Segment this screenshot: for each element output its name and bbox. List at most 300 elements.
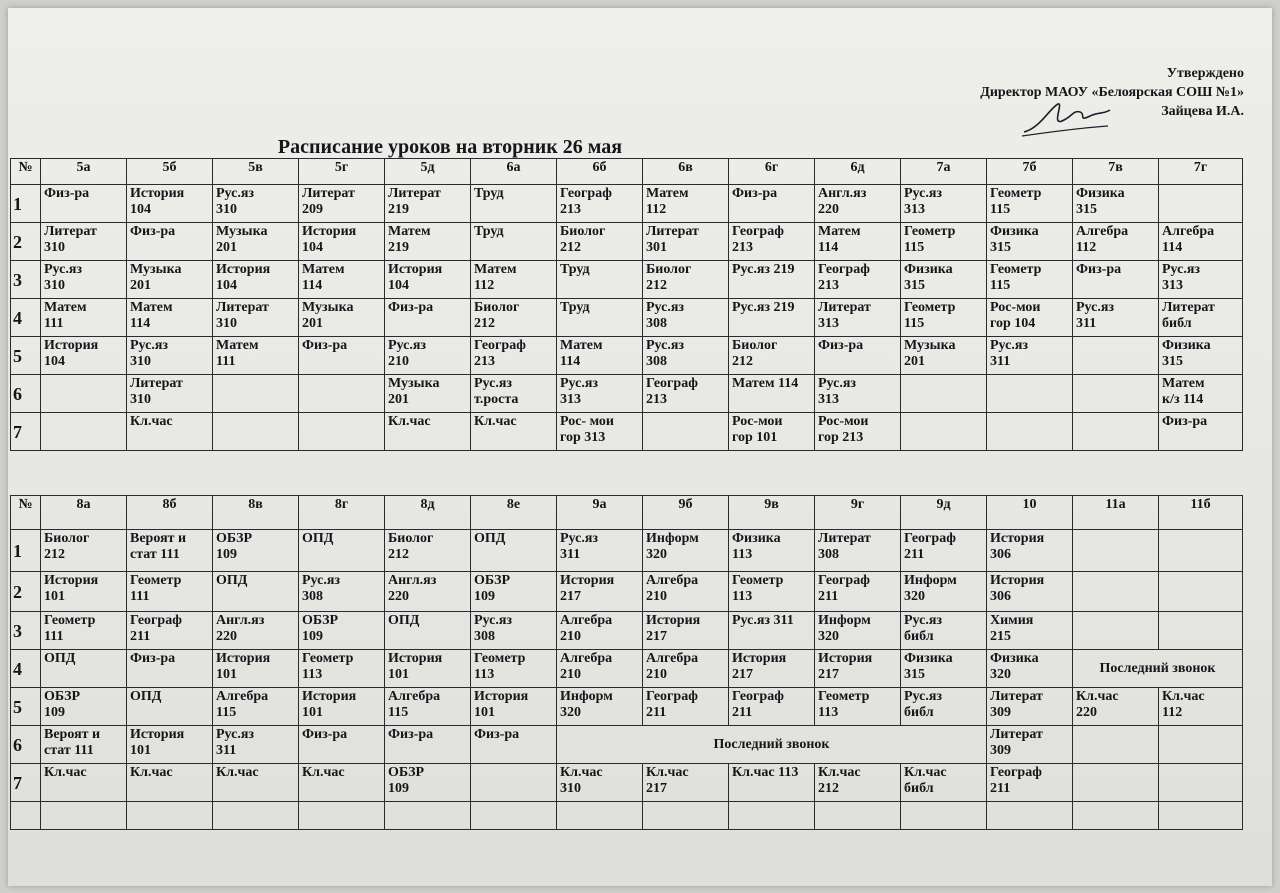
lesson-text: История 217 [818,651,873,682]
lesson-cell [987,337,1073,375]
lesson-number [11,299,41,337]
lesson-text: ОБЗР 109 [44,689,81,720]
lesson-text: История 101 [388,651,443,682]
lesson-cell [471,185,557,223]
lesson-cell [729,261,815,299]
lesson-cell [901,612,987,650]
lesson-cell [299,223,385,261]
lesson-text: Геометр 115 [990,186,1042,217]
lesson-cell [815,375,901,413]
lesson-text: История 104 [130,186,185,217]
lesson-text: Физ-ра [388,300,434,315]
lesson-cell [127,612,213,650]
lesson-cell [299,802,385,830]
header-class: 5в [213,159,299,185]
lesson-text: Литерат 209 [302,186,355,217]
header-class: 6б [557,159,643,185]
lesson-cell [557,802,643,830]
lesson-text: История 104 [216,262,271,293]
lesson-text: Алгебра 112 [1076,224,1129,255]
lesson-cell [385,337,471,375]
lesson-text: Алгебра 115 [388,689,441,720]
lesson-text: Рус.яз 311 [560,531,599,562]
lesson-text: Географ 211 [732,689,784,720]
lesson-cell [471,802,557,830]
lesson-cell [643,530,729,572]
lesson-text: Биолог 212 [732,338,778,369]
lesson-cell [471,337,557,375]
lesson-text: Литерат 219 [388,186,441,217]
lesson-cell [213,299,299,337]
lesson-text: Геометр 115 [990,262,1042,293]
lesson-text: Кл.час [388,414,431,429]
lesson-text: Англ.яз 220 [388,573,437,604]
lesson-text: История 104 [302,224,357,255]
lesson-cell [213,802,299,830]
lesson-text: Рус.яз 311 [1076,300,1115,331]
lesson-text: Информ 320 [560,689,613,720]
lesson-cell [127,223,213,261]
lesson-cell [643,223,729,261]
header-class: 6а [471,159,557,185]
lesson-cell [127,299,213,337]
lesson-cell [41,688,127,726]
schedule-sheet [8,8,1272,886]
lesson-text: Матем 219 [388,224,431,255]
lesson-cell [729,375,815,413]
lesson-number [11,337,41,375]
lesson-text: Географ 213 [818,262,870,293]
lesson-cell [1159,802,1243,830]
lesson-cell [299,261,385,299]
lesson-cell [729,764,815,802]
lesson-cell [1159,223,1243,261]
lesson-number-text: 2 [13,231,22,252]
lesson-cell [729,802,815,830]
lesson-number [11,802,41,830]
lesson-text: ОБЗР 109 [216,531,253,562]
lesson-cell [987,726,1073,764]
lesson-text: Труд [474,224,504,239]
lesson-text: Химия 215 [990,613,1034,644]
lesson-cell [299,299,385,337]
lesson-cell [127,726,213,764]
lesson-cell [299,530,385,572]
lesson-text: Алгебра 114 [1162,224,1215,255]
lesson-text: Литерат 310 [130,376,183,407]
lesson-cell [901,802,987,830]
lesson-number [11,413,41,451]
lesson-cell [41,764,127,802]
lesson-text: Рус.яз 308 [646,300,685,331]
table-row [11,572,1243,612]
lesson-text: ОПД [302,531,334,546]
lesson-cell [557,375,643,413]
header-class: 7б [987,159,1073,185]
lesson-text: Рус.яз 313 [560,376,599,407]
lesson-cell [643,261,729,299]
lesson-text: Матем 111 [216,338,259,369]
lesson-text: История 217 [646,613,701,644]
lesson-text: ОПД [216,573,248,588]
lesson-text: Алгебра 115 [216,689,269,720]
header-class: 9д [901,496,987,530]
lesson-cell [385,413,471,451]
lesson-text: Матем к/з 114 [1162,376,1205,407]
lesson-text: История 104 [44,338,99,369]
lesson-cell [901,688,987,726]
lesson-text: История 104 [388,262,443,293]
lesson-cell [901,185,987,223]
lesson-cell [385,223,471,261]
lesson-cell [1159,572,1243,612]
lesson-cell [815,530,901,572]
lesson-text: История 306 [990,573,1045,604]
lesson-text: Физ-ра [302,727,348,742]
lesson-text: Физика 315 [904,651,953,682]
lesson-cell [643,802,729,830]
lesson-cell [1073,337,1159,375]
lesson-cell [41,802,127,830]
header-class: 6г [729,159,815,185]
lesson-cell [127,337,213,375]
lesson-cell [41,530,127,572]
lesson-text: Рус.яз 313 [1162,262,1201,293]
lesson-text: Рус.яз 313 [904,186,943,217]
lesson-cell [41,299,127,337]
lesson-cell [643,612,729,650]
lesson-text: Геометр 115 [904,300,956,331]
lesson-cell [987,572,1073,612]
lesson-text: Матем 114 [130,300,173,331]
lesson-cell [729,413,815,451]
table-row [11,612,1243,650]
lesson-text: Кл.час [216,765,259,780]
lesson-cell [1073,530,1159,572]
header-class: 5д [385,159,471,185]
lesson-text: Географ 211 [990,765,1042,796]
lesson-text: Литерат 310 [44,224,97,255]
table-row [11,223,1243,261]
lesson-text: Музыка 201 [302,300,354,331]
lesson-cell [557,299,643,337]
lesson-cell [41,223,127,261]
header-class: 11б [1159,496,1243,530]
lesson-text: Кл.час 310 [560,765,603,796]
lesson-text: История 101 [130,727,185,758]
lesson-text: ОПД [474,531,506,546]
lesson-text: История 217 [732,651,787,682]
table-row [11,337,1243,375]
lesson-text: История 101 [44,573,99,604]
lesson-text: Рос-мои гор 104 [990,300,1041,331]
lesson-cell [1159,688,1243,726]
lesson-text: Физ-ра [1162,414,1208,429]
lesson-cell [815,223,901,261]
lesson-cell [815,688,901,726]
lesson-cell [299,612,385,650]
header-class: 7в [1073,159,1159,185]
lesson-cell [385,802,471,830]
approval-title: Утверждено [1166,66,1244,81]
lesson-cell [987,413,1073,451]
lesson-cell [127,802,213,830]
lesson-text: Алгебра 210 [646,651,699,682]
lesson-text: Физика 315 [1076,186,1125,217]
lesson-cell [213,530,299,572]
lesson-number [11,612,41,650]
table-row [11,261,1243,299]
header-number: № [11,159,41,185]
lesson-text: Рус.яз библ [904,689,943,720]
lesson-cell [41,572,127,612]
table-row [11,375,1243,413]
lesson-text: Географ 213 [646,376,698,407]
lesson-cell [127,375,213,413]
lesson-cell [1159,612,1243,650]
lesson-cell [385,726,471,764]
lesson-cell [299,337,385,375]
lesson-text: Рус.яз 313 [818,376,857,407]
lesson-text: Рус.яз 310 [130,338,169,369]
approval-director: Директор МАОУ «Белоярская СОШ №1» [980,85,1244,100]
lesson-cell [901,764,987,802]
lesson-cell [901,261,987,299]
lesson-cell [901,337,987,375]
table-row [11,802,1243,830]
lesson-text: Рус.яз 308 [646,338,685,369]
lesson-text: Биолог 212 [646,262,692,293]
lesson-text: Алгебра 210 [560,651,613,682]
lesson-cell [987,185,1073,223]
lesson-text: Алгебра 210 [646,573,699,604]
lesson-cell [557,688,643,726]
lesson-text: История 101 [216,651,271,682]
lesson-cell [815,764,901,802]
lesson-cell [987,688,1073,726]
lesson-text: Рус.яз 308 [474,613,513,644]
lesson-text: Матем 112 [474,262,517,293]
lesson-text: Физика 315 [904,262,953,293]
lesson-cell [385,299,471,337]
lesson-cell [729,223,815,261]
lesson-number [11,223,41,261]
approval-name: Зайцева И.А. [1161,104,1244,119]
lesson-text: Труд [560,262,590,277]
lesson-number [11,650,41,688]
header-class: 9б [643,496,729,530]
lesson-text: Кл.час 212 [818,765,861,796]
lesson-text: Биолог 212 [388,531,434,562]
lesson-cell [987,261,1073,299]
lesson-text: Труд [560,300,590,315]
lesson-cell [1073,223,1159,261]
lesson-cell [1073,764,1159,802]
lesson-cell [1073,650,1243,688]
lesson-text: Рус.яз библ [904,613,943,644]
lesson-cell [1073,612,1159,650]
lesson-text: Литерат 313 [818,300,871,331]
lesson-cell [729,650,815,688]
lesson-text: Матем 114 [732,376,799,391]
lesson-cell [41,261,127,299]
lesson-cell [729,185,815,223]
lesson-cell [815,337,901,375]
lesson-text: История 306 [990,531,1045,562]
lesson-cell [41,185,127,223]
lesson-text: Геометр 113 [732,573,784,604]
lesson-cell [385,650,471,688]
lesson-text: Вероят и стат 111 [130,531,187,562]
header-class: 5а [41,159,127,185]
lesson-cell [213,688,299,726]
lesson-cell [385,185,471,223]
lesson-cell [213,612,299,650]
lesson-cell [471,688,557,726]
lesson-cell [471,375,557,413]
lesson-cell [643,185,729,223]
lesson-text: История 217 [560,573,615,604]
lesson-number-text: 4 [13,307,22,328]
lesson-text: Географ 213 [560,186,612,217]
lesson-text: Кл.час 113 [732,765,799,780]
lesson-cell [987,612,1073,650]
lesson-cell [729,299,815,337]
table-row [11,764,1243,802]
lesson-cell [385,612,471,650]
lesson-number-text: 5 [13,696,22,717]
lesson-cell [385,764,471,802]
header-class: 8б [127,496,213,530]
lesson-cell [557,612,643,650]
lesson-cell [987,223,1073,261]
lesson-text: Литерат 309 [990,689,1043,720]
lesson-text: Геометр 115 [904,224,956,255]
lesson-text: Рус.яз 310 [44,262,83,293]
lesson-text: Физ-ра [130,651,176,666]
table-row [11,185,1243,223]
lesson-text: Кл.час [302,765,345,780]
lesson-cell [643,572,729,612]
lesson-cell [643,337,729,375]
lesson-cell [557,764,643,802]
lesson-text: Музыка 201 [904,338,956,369]
lesson-text: Кл.час [130,765,173,780]
header-class: 5б [127,159,213,185]
lesson-cell [643,375,729,413]
lesson-text: Труд [474,186,504,201]
table-row [11,530,1243,572]
lesson-text: Географ 211 [904,531,956,562]
lesson-cell [471,764,557,802]
lesson-text: Рос- мои гор 313 [560,414,614,445]
lesson-text: Рус.яз 310 [216,186,255,217]
lesson-text: Рус.яз 311 [990,338,1029,369]
lesson-text: Литерат 301 [646,224,699,255]
lesson-text: Рус.яз 311 [216,727,255,758]
lesson-cell [1159,413,1243,451]
lesson-text: Физика 315 [990,224,1039,255]
table-row [11,688,1243,726]
lesson-cell [213,261,299,299]
lesson-cell [557,650,643,688]
lesson-cell [299,185,385,223]
lesson-cell [127,261,213,299]
lesson-number-text: 2 [13,581,22,602]
lesson-cell [729,688,815,726]
lesson-cell [643,299,729,337]
lesson-text: Географ 213 [474,338,526,369]
header-class: 8е [471,496,557,530]
lesson-cell [127,650,213,688]
lesson-cell [127,413,213,451]
lesson-text: Музыка 201 [388,376,440,407]
lesson-cell [1159,375,1243,413]
lesson-cell [299,375,385,413]
lesson-text: ОПД [130,689,162,704]
lesson-number-text: 3 [13,620,22,641]
lesson-number-text: 1 [13,193,22,214]
lesson-cell [557,726,987,764]
lesson-text: Литерат 310 [216,300,269,331]
header-class: 6в [643,159,729,185]
lesson-number [11,261,41,299]
lesson-number-text: 7 [13,772,22,793]
header-class: 9в [729,496,815,530]
lesson-text: ОБЗР 109 [302,613,339,644]
lesson-text: Рус.яз т.роста [474,376,519,407]
lesson-cell [901,413,987,451]
lesson-text: Физ-ра [130,224,176,239]
lesson-cell [1159,764,1243,802]
signature [1020,98,1112,140]
page-title: Расписание уроков на вторник 26 мая [277,136,623,158]
lesson-text: Географ 211 [646,689,698,720]
lesson-cell [41,375,127,413]
lesson-cell [299,413,385,451]
lesson-cell [901,650,987,688]
lesson-number [11,530,41,572]
lesson-number [11,688,41,726]
lesson-cell [557,337,643,375]
lesson-text: Кл.час 112 [1162,689,1205,720]
lesson-cell [127,764,213,802]
lesson-cell [557,185,643,223]
lesson-text: Литерат 308 [818,531,871,562]
lesson-cell [213,375,299,413]
lesson-text: Кл.час 220 [1076,689,1119,720]
lesson-cell [471,726,557,764]
lesson-cell [987,650,1073,688]
lesson-cell [1073,299,1159,337]
lesson-text: ОБЗР 109 [474,573,511,604]
lesson-text: Последний звонок [713,736,830,752]
lesson-text: Матем 114 [560,338,603,369]
lesson-text: Геометр 113 [818,689,870,720]
lesson-cell [1073,375,1159,413]
lesson-text: Кл.час 217 [646,765,689,796]
lesson-cell [815,261,901,299]
lesson-text: ОПД [388,613,420,628]
lesson-cell [557,223,643,261]
lesson-cell [127,530,213,572]
lesson-text: Физ-ра [474,727,520,742]
lesson-cell [1159,185,1243,223]
lesson-cell [815,299,901,337]
lesson-text: Геометр 113 [302,651,354,682]
lesson-cell [643,764,729,802]
header-class: 11а [1073,496,1159,530]
